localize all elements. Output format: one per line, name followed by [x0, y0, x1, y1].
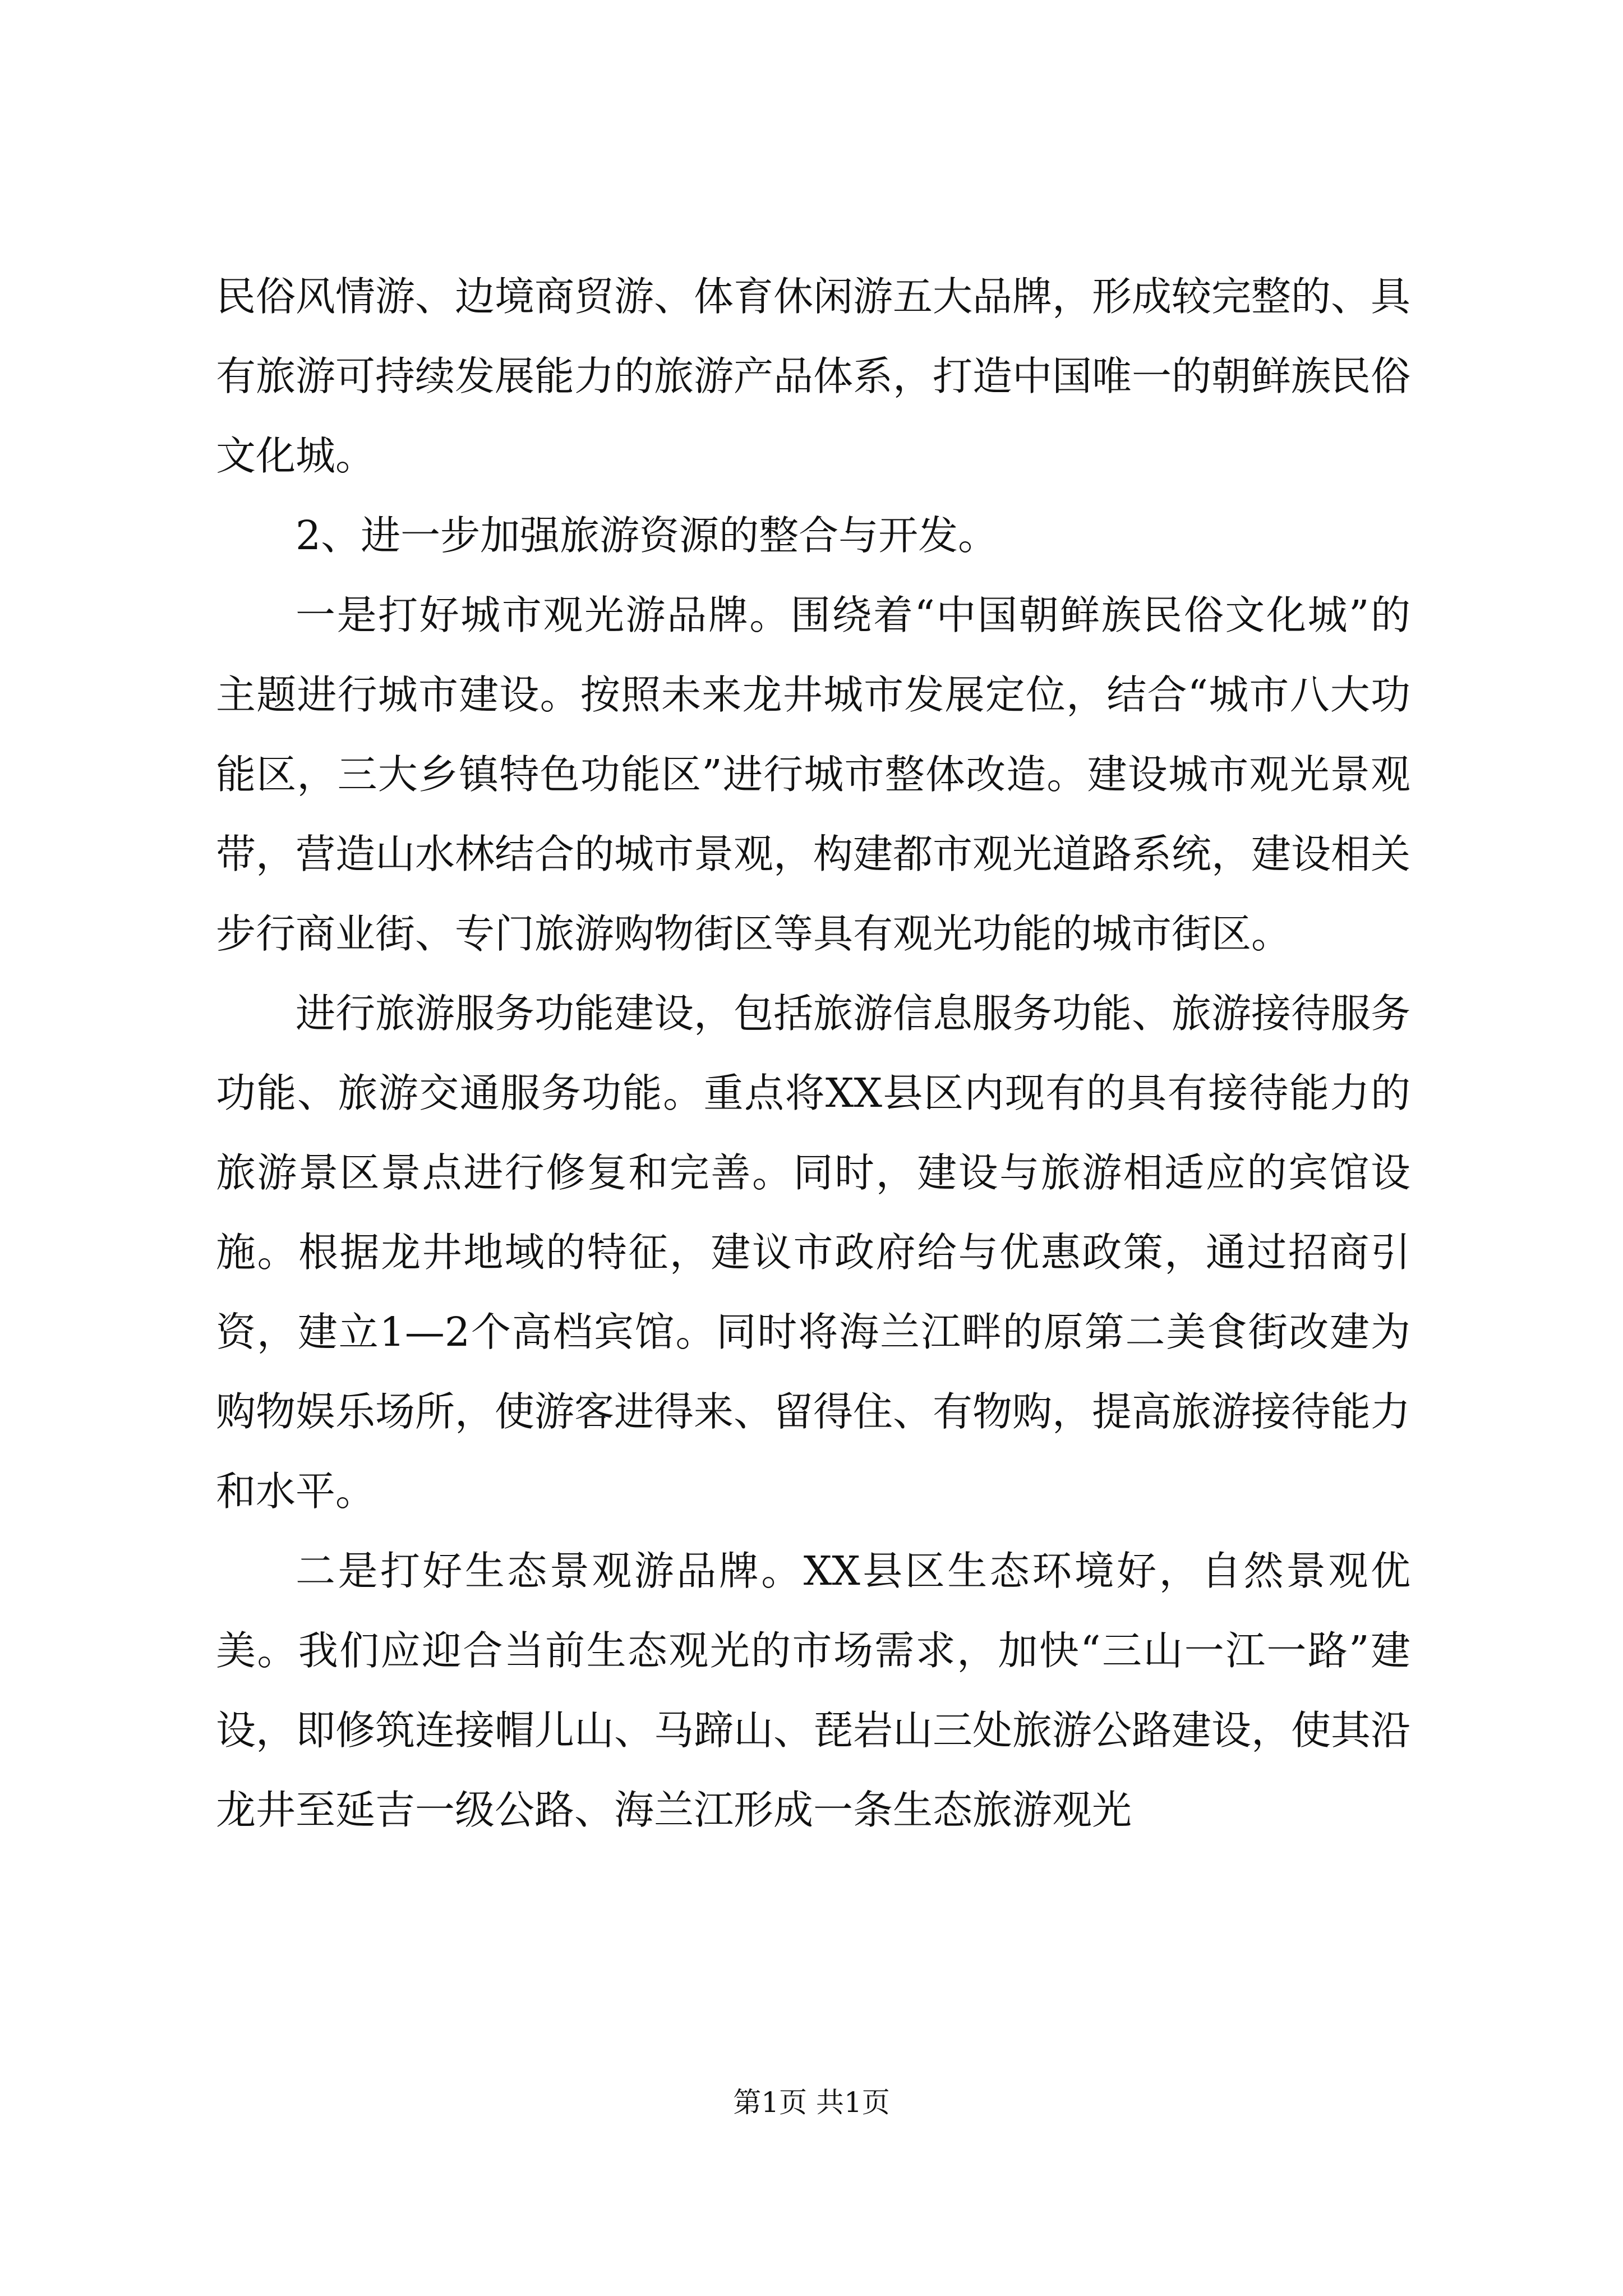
document-body: [216, 257, 1410, 1850]
paragraph-tourism-services: 进行旅游服务功能建设，包括旅游信息服务功能、旅游接待服务功能、旅游交通服务功能。重点将XX县区内现有的具有接待能力的旅游景区景点进行修复和完善。同时，建设与旅游相适应的宾馆设施。根据龙井地域的特征，建议市政府给与优惠政策，通过招商引资，建立1—2个高档宾馆。同时将海兰江畔的原第二美食街改建为购物娱乐场所，使游客进得来、留得住、有物购，提高旅游接待能力和水平。: [216, 990, 1411, 1515]
section-heading: 2、进一步加强旅游资源的整合与开发。: [296, 512, 998, 559]
paragraph-continuation: 民俗风情游、边境商贸游、体育休闲游五大品牌，形成较完整的、具有旅游可持续发展能力的旅游产品体系，打造中国唯一的朝鲜族民俗文化城。: [216, 273, 1411, 479]
paragraph-ecological-tourism: 二是打好生态景观游品牌。XX县区生态环境好，自然景观优美。我们应迎合当前生态观光的市场需求，加快“三山一江一路”建设，即修筑连接帽儿山、马蹄山、琵岩山三处旅游公路建设，使其沿龙井至延吉一级公路、海兰江形成一条生态旅游观光: [216, 1548, 1411, 1833]
paragraph-city-sightseeing: 一是打好城市观光游品牌。围绕着“中国朝鲜族民俗文化城”的主题进行城市建设。按照未来龙井城市发展定位，结合“城市八大功能区，三大乡镇特色功能区”进行城市整体改造。建设城市观光景观带，营造山水林结合的城市景观，构建都市观光道路系统，建设相关步行商业街、专门旅游购物街区等具有观光功能的城市街区。: [216, 592, 1411, 957]
page-number-footer: 第1页 共1页: [733, 2086, 890, 2119]
